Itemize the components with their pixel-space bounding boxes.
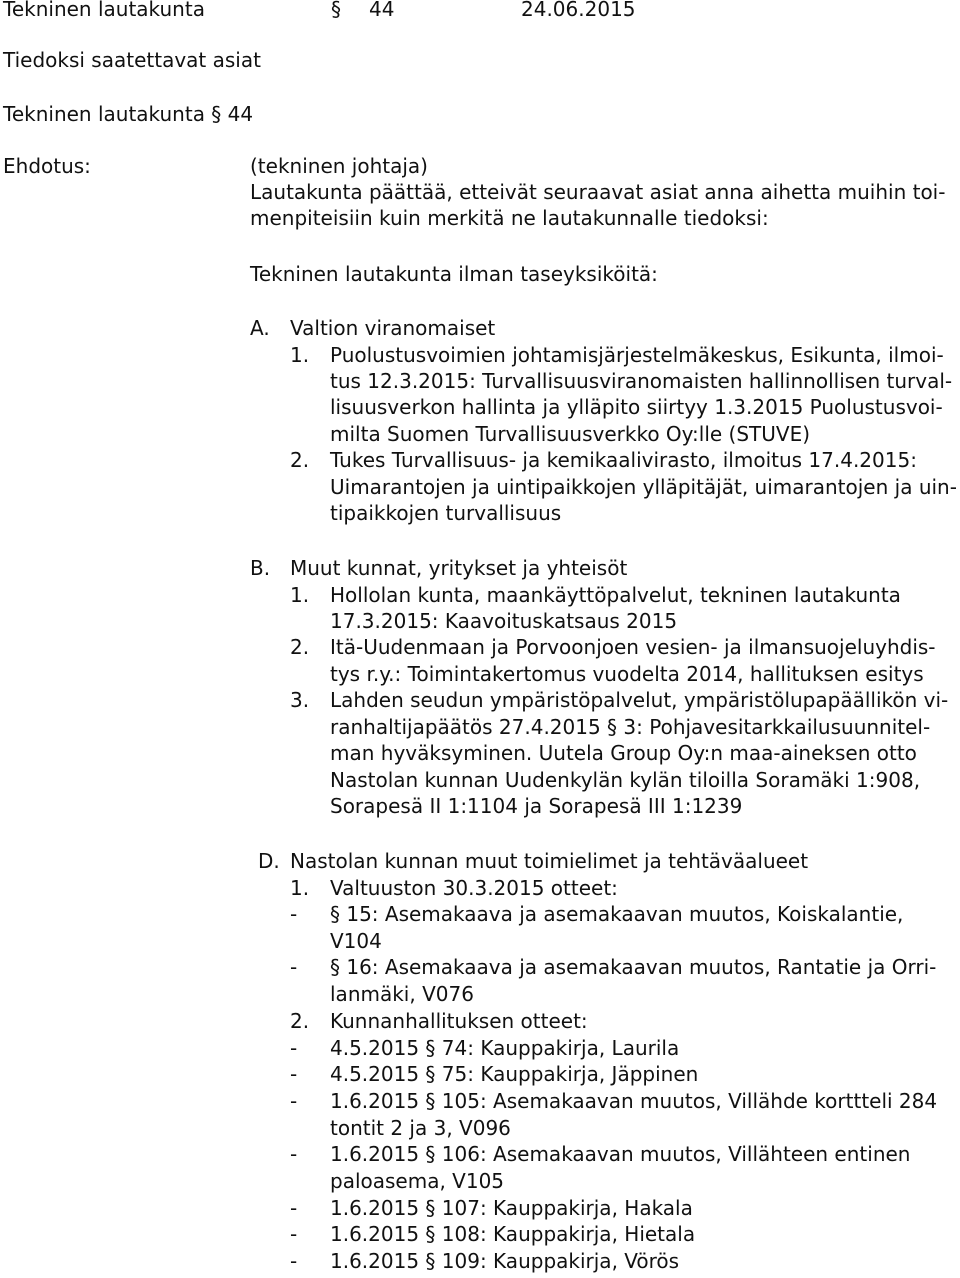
entry-line: lanmäki, V076 [330, 982, 474, 1006]
list-item-line: milta Suomen Turvallisuusverkko Oy:lle (STUVE) [330, 422, 811, 446]
list-item-number: 1. [290, 343, 310, 367]
list-item-line: man hyväksyminen. Uutela Group Oy:n maa-aineksen otto [330, 741, 917, 765]
dash-bullet: - [290, 1249, 298, 1273]
dash-bullet: - [290, 955, 298, 979]
list-item-line: Hollolan kunta, maankäyttöpalvelut, tekninen lautakunta [330, 583, 901, 607]
list-item-line: tys r.y.: Toimintakertomus vuodelta 2014, hallituksen esitys [330, 662, 924, 686]
entry-line: 1.6.2015 § 106: Asemakaavan muutos, Villähteen entinen [330, 1142, 911, 1166]
entry-line: § 15: Asemakaava ja asemakaavan muutos, Koiskalantie, [330, 902, 904, 926]
section-a-title: Valtion viranomaiset [290, 316, 496, 340]
dash-bullet: - [290, 902, 298, 926]
proposal-author: (tekninen johtaja) [250, 154, 428, 178]
header-committee: Tekninen lautakunta [3, 0, 205, 21]
list-item-line: tus 12.3.2015: Turvallisuusviranomaisten hallinnollisen turval- [330, 369, 953, 393]
entry-line: 1.6.2015 § 109: Kauppakirja, Vörös [330, 1249, 680, 1273]
header-date: 24.06.2015 [521, 0, 636, 21]
dash-bullet: - [290, 1142, 298, 1166]
dash-bullet: - [290, 1036, 298, 1060]
dash-bullet: - [290, 1222, 298, 1246]
dash-bullet: - [290, 1062, 298, 1086]
entry-line: 4.5.2015 § 75: Kauppakirja, Jäppinen [330, 1062, 699, 1086]
entry-line: paloasema, V105 [330, 1169, 505, 1193]
list-item-number: 2. [290, 635, 310, 659]
proposal-text-line: menpiteisiin kuin merkitä ne lautakunnalle tiedoksi: [250, 206, 769, 230]
sublist-title: Valtuuston 30.3.2015 otteet: [330, 876, 618, 900]
proposal-label: Ehdotus: [3, 154, 91, 178]
section-a-label: A. [250, 316, 270, 340]
list-item-line: Puolustusvoimien johtamisjärjestelmäkeskus, Esikunta, ilmoi- [330, 343, 944, 367]
list-item-line: Tukes Turvallisuus- ja kemikaalivirasto, ilmoitus 17.4.2015: [330, 448, 917, 472]
list-item-line: Uimarantojen ja uintipaikkojen ylläpitäjät, uimarantojen ja uin- [330, 475, 957, 499]
section-b-label: B. [250, 556, 271, 580]
list-item-line: Nastolan kunnan Uudenkylän kylän tiloilla Soramäki 1:908, [330, 768, 921, 792]
section-mark: § [331, 0, 341, 21]
list-item-line: Lahden seudun ympäristöpalvelut, ympäristölupapäällikön vi- [330, 688, 949, 712]
intro-text: Tekninen lautakunta ilman taseyksiköitä: [250, 262, 658, 286]
header-section [331, 0, 394, 23]
list-item-line: Itä-Uudenmaan ja Porvoonjoen vesien- ja ilmansuojeluyhdis- [330, 635, 936, 659]
sublist-number: 1. [290, 876, 310, 900]
list-item-number: 1. [290, 583, 310, 607]
sublist-title: Kunnanhallituksen otteet: [330, 1009, 588, 1033]
entry-line: tontit 2 ja 3, V096 [330, 1116, 511, 1140]
list-item-line: Sorapesä II 1:1104 ja Sorapesä III 1:1239 [330, 794, 743, 818]
entry-line: 1.6.2015 § 105: Asemakaavan muutos, Villähde korttteli 284 [330, 1089, 938, 1113]
section-b-title: Muut kunnat, yritykset ja yhteisöt [290, 556, 628, 580]
section-d-label: D. [258, 849, 280, 873]
section-d-title: Nastolan kunnan muut toimielimet ja tehtäväalueet [290, 849, 809, 873]
header-section-no: 44 [369, 0, 395, 21]
list-item-line: 17.3.2015: Kaavoituskatsaus 2015 [330, 609, 678, 633]
entry-line: 1.6.2015 § 107: Kauppakirja, Hakala [330, 1196, 693, 1220]
page-title: Tiedoksi saatettavat asiat [3, 48, 261, 72]
dash-bullet: - [290, 1089, 298, 1113]
list-item-line: lisuusverkon hallinta ja ylläpito siirtyy 1.3.2015 Puolustusvoi- [330, 395, 943, 419]
proposal-text-line: Lautakunta päättää, etteivät seuraavat asiat anna aihetta muihin toi- [250, 180, 946, 204]
list-item-line: ranhaltijapäätös 27.4.2015 § 3: Pohjavesitarkkailusuunnitel- [330, 715, 931, 739]
entry-line: § 16: Asemakaava ja asemakaavan muutos, Rantatie ja Orri- [330, 955, 937, 979]
entry-line: V104 [330, 929, 382, 953]
dash-bullet: - [290, 1196, 298, 1220]
list-item-line: tipaikkojen turvallisuus [330, 501, 562, 525]
entry-line: 1.6.2015 § 108: Kauppakirja, Hietala [330, 1222, 696, 1246]
list-item-number: 2. [290, 448, 310, 472]
sublist-number: 2. [290, 1009, 310, 1033]
entry-line: 4.5.2015 § 74: Kauppakirja, Laurila [330, 1036, 680, 1060]
subheading: Tekninen lautakunta § 44 [3, 102, 254, 126]
list-item-number: 3. [290, 688, 310, 712]
